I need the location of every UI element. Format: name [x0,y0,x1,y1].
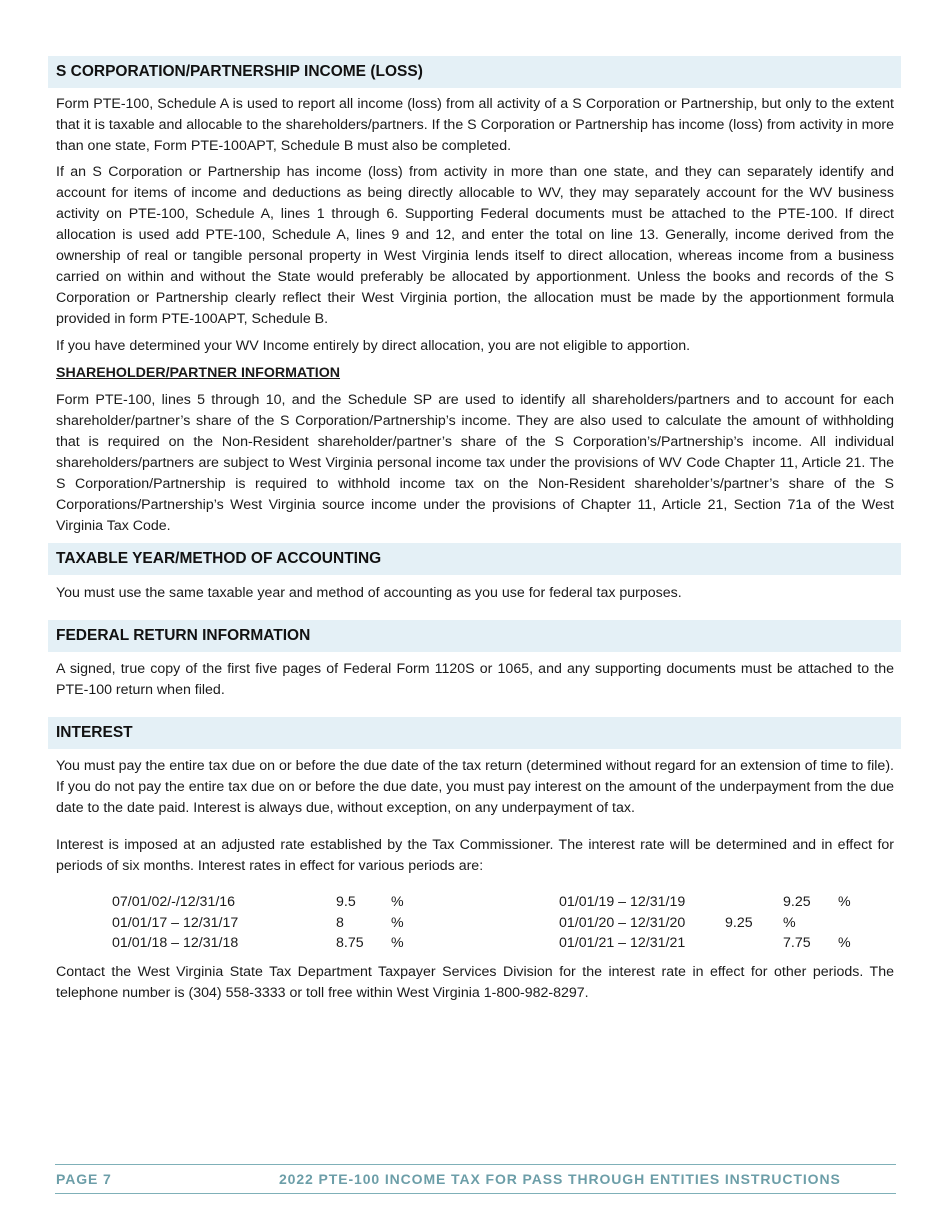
rate-value: 9.25 [783,894,811,910]
rate-value: 9.25 [725,915,753,931]
rate-value: 7.75 [783,935,811,951]
rate-period: 01/01/21 – 12/31/21 [559,935,686,951]
section-heading-s-corporation: S CORPORATION/PARTNERSHIP INCOME (LOSS) [48,56,901,88]
rate-period: 01/01/20 – 12/31/20 [559,915,686,931]
s-corp-paragraph-2: If an S Corporation or Partnership has income (loss) from activity in more than one state, and they can separately identify and account for items of income and deductions as being directly allocable to WV, they may separately account for the WV business activity on PTE-100, Schedule A, lines 1 through 6. Supporting Federal documents must be attached to the PTE-100. If direct allocation is used add PTE-100, Schedule A, lines 9 and 12, and enter the total on line 13. Generally, income derived from the ownership of real or tangible personal property in West Virginia lends itself to direct allocation, whereas income from a business carried on within and without the State would preferably be allocated by apportionment. Unless the books and records of the S Corporation or Partnership clearly reflect their West Virginia portion, the allocation must be made by the apportionment formula provided in form PTE-100APT, Schedule B. [56,164,894,327]
rate-unit: % [838,894,851,910]
s-corp-paragraph-3: If you have determined your WV Income entirely by direct allocation, you are not eligible to apportion. [56,338,691,354]
section-heading-interest: INTEREST [48,717,901,749]
s-corp-paragraph-1: Form PTE-100, Schedule A is used to report all income (loss) from all activity of a S Corporation or Partnership, but only to the extent that it is taxable and allocable to the shareholders/partners. If the S Corporation or Partnership has income (loss) from activity in more than one state, Form PTE-100APT, Schedule B must also be completed. [56,96,894,154]
taxable-year-paragraph: You must use the same taxable year and method of accounting as you use for federal tax purposes. [56,585,682,601]
rate-period: 01/01/19 – 12/31/19 [559,894,686,910]
rate-unit: % [391,894,404,910]
interest-paragraph-3: Contact the West Virginia State Tax Department Taxpayer Services Division for the interest rate in effect for other periods. The telephone number is (304) 558-3333 or toll free within West Virginia 1-800-982-8297. [56,964,894,1001]
rate-period: 01/01/18 – 12/31/18 [112,935,239,951]
interest-paragraph-1: You must pay the entire tax due on or before the due date of the tax return (determined without regard for an extension of time to file). If you do not pay the entire tax due on or before the due date, you must pay interest on the amount of the underpayment from the due date to the date paid. Interest is always due, without exception, on any underpayment of tax. [56,758,894,816]
rate-value: 9.5 [336,894,356,910]
footer-document-title: 2022 PTE-100 INCOME TAX FOR PASS THROUGH ENTITIES INSTRUCTIONS [279,1171,841,1187]
rate-unit: % [783,915,796,931]
shareholder-paragraph: Form PTE-100, lines 5 through 10, and the Schedule SP are used to identify all shareholders/partners and to account for each shareholder/partner’s share of the S Corporation/Partnership’s income. They are also used to calculate the amount of withholding that is required on the Non-Resident shareholder/partner’s share of the S Corporation’s/Partnership’s income. All individual shareholders/partners are subject to West Virginia personal income tax under the provisions of WV Code Chapter 11, Article 21. The S Corporation/Partnership is required to withhold income tax on the Non-Resident shareholder’s/partner’s share of the S Corporations/Partnership’s West Virginia source income under the provisions of Chapter 11, Article 21, Section 71a of the West Virginia Tax Code. [56,392,894,534]
section-heading-taxable-year: TAXABLE YEAR/METHOD OF ACCOUNTING [48,543,901,575]
section-heading-federal-return: FEDERAL RETURN INFORMATION [48,620,901,652]
rate-period: 01/01/17 – 12/31/17 [112,915,239,931]
footer-top-rule [55,1164,896,1165]
interest-paragraph-2: Interest is imposed at an adjusted rate established by the Tax Commissioner. The interest rate will be determined and in effect for periods of six months. Interest rates in effect for various periods are: [56,837,894,874]
federal-return-paragraph: A signed, true copy of the first five pages of Federal Form 1120S or 1065, and any supporting documents must be attached to the PTE-100 return when filed. [56,661,894,698]
rate-value: 8 [336,915,344,931]
rate-value: 8.75 [336,935,364,951]
footer-bottom-rule [55,1193,896,1194]
rate-period: 07/01/02/-/12/31/16 [112,894,236,910]
rate-unit: % [391,915,404,931]
rate-unit: % [391,935,404,951]
subheading-shareholder-partner: SHAREHOLDER/PARTNER INFORMATION [56,365,341,381]
footer-page-number: PAGE 7 [56,1171,112,1187]
rate-unit: % [838,935,851,951]
